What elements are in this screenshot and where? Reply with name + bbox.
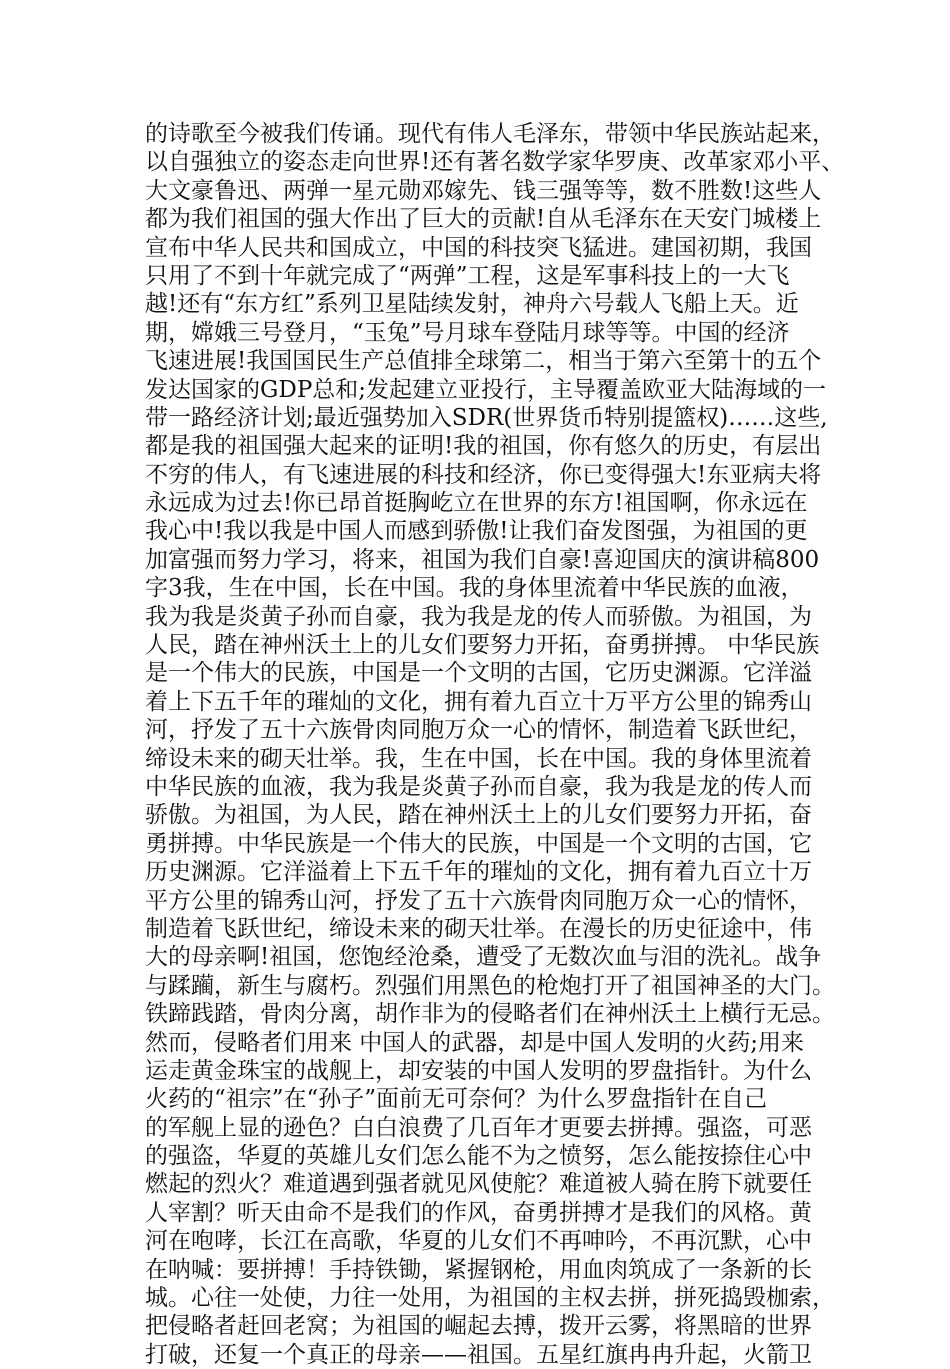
text-line: 只用了不到十年就完成了“两弹”工程，这是军事科技上的一大飞 — [145, 262, 790, 289]
body-text — [145, 120, 845, 1369]
text-line: 河，抒发了五十六族骨肉同胞万众一心的情怀，制造着飞跃世纪， — [145, 717, 812, 744]
text-line: 我心中!我以我是中国人而感到骄傲!让我们奋发图强，为祖国的更 — [145, 518, 808, 545]
text-line: 然而，侵略者们用来 中国人的武器，却是中国人发明的火药;用来 — [145, 1029, 805, 1056]
text-line: 把侵略者赶回老窝；为祖国的崛起去搏，拨开云雾，将黑暗的世界 — [145, 1313, 812, 1340]
text-line: 历史渊源。它洋溢着上下五千年的璀灿的文化，拥有着九百立十万 — [145, 859, 812, 886]
text-line: 是一个伟大的民族，中国是一个文明的古国，它历史渊源。它洋溢 — [145, 660, 812, 687]
text-line: 不穷的伟人，有飞速进展的科技和经济，你已变得强大!东亚病夫将 — [145, 461, 822, 488]
text-line: 铁蹄践踏，骨肉分离，胡作非为的侵略者们在神州沃土上横行无忌。 — [145, 1001, 835, 1028]
text-line: 中华民族的血液，我为我是炎黄子孙而自豪，我为我是龙的传人而 — [145, 773, 812, 800]
text-line: 平方公里的锦秀山河，抒发了五十六族骨肉同胞万众一心的情怀， — [145, 887, 812, 914]
text-line: 以自强独立的姿态走向世界!还有著名数学家华罗庚、改革家邓小平、 — [145, 149, 845, 176]
text-line: 与蹂躏，新生与腐朽。烈强们用黑色的枪炮打开了祖国神圣的大门。 — [145, 972, 835, 999]
text-line: 大文豪鲁迅、两弹一星元勋邓嫁先、钱三强等等，数不胜数!这些人 — [145, 177, 822, 204]
text-line: 人民，踏在神州沃土上的儿女们要努力开拓，奋勇拼搏。 中华民族 — [145, 632, 820, 659]
text-line: 勇拼搏。中华民族是一个伟大的民族，中国是一个文明的古国，它 — [145, 830, 812, 857]
text-line: 加富强而努力学习，将来，祖国为我们自豪!喜迎国庆的演讲稿800 — [145, 546, 820, 573]
text-line: 的军舰上显的逊色？白白浪费了几百年才更要去拼搏。强盗，可恶 — [145, 1114, 812, 1141]
text-line: 缔设未来的砌天壮举。我，生在中国，长在中国。我的身体里流着 — [145, 745, 812, 772]
text-line: 都为我们祖国的强大作出了巨大的贡献!自从毛泽东在天安门城楼上 — [145, 206, 822, 233]
text-line: 制造着飞跃世纪，缔设未来的砌天壮举。在漫长的历史征途中，伟 — [145, 915, 812, 942]
text-line: 我为我是炎黄子孙而自豪，我为我是龙的传人而骄傲。为祖国，为 — [145, 603, 812, 630]
text-line: 人宰割？听天由命不是我们的作风，奋勇拼搏才是我们的风格。黄 — [145, 1199, 812, 1226]
text-line: 宣布中华人民共和国成立，中国的科技突飞猛进。建国初期，我国 — [145, 234, 812, 261]
text-line: 期，嫦娥三号登月，“玉兔”号月球车登陆月球等等。中国的经济 — [145, 319, 790, 346]
text-line: 永远成为过去!你已昂首挺胸屹立在世界的东方!祖国啊，你永远在 — [145, 490, 808, 517]
text-line: 越!还有“东方红”系列卫星陆续发射，神舟六号载人飞船上天。近 — [145, 291, 799, 318]
text-line: 火药的“祖宗”在“孙子”面前无可奈何？为什么罗盘指针在自己 — [145, 1086, 768, 1113]
text-line: 发达国家的GDP总和;发起建立亚投行，主导覆盖欧亚大陆海域的一 — [145, 376, 827, 403]
text-line: 运走黄金珠宝的战舰上，却安装的中国人发明的罗盘指针。为什么 — [145, 1057, 812, 1084]
text-line: 着上下五千年的璀灿的文化，拥有着九百立十万平方公里的锦秀山 — [145, 688, 812, 715]
text-line: 打破，还复一个真正的母亲——祖国。五星红旗冉冉升起，火箭卫 — [145, 1341, 812, 1368]
text-line: 字3我，生在中国，长在中国。我的身体里流着中华民族的血液， — [145, 575, 804, 602]
text-line: 的诗歌至今被我们传诵。现代有伟人毛泽东，带领中华民族站起来， — [145, 121, 835, 147]
text-line: 骄傲。为祖国，为人民，踏在神州沃土上的儿女们要努力开拓，奋 — [145, 802, 812, 829]
text-line: 大的母亲啊!祖国，您饱经沧桑，遭受了无数次血与泪的洗礼。战争 — [145, 944, 822, 971]
text-line: 燃起的烈火？难道遇到强者就见风使舵？难道被人骑在胯下就要任 — [145, 1171, 812, 1198]
text-line: 城。心往一处使，力往一处用，为祖国的主权去拼，拼死捣毁枷索， — [145, 1285, 835, 1312]
text-line: 带一路经济计划;最近强势加入SDR(世界货币特别提篮权)……这些, — [145, 404, 828, 431]
text-line: 的强盗，华夏的英雄儿女们怎么能不为之愤努，怎么能按捺住心中 — [145, 1143, 812, 1170]
text-line: 飞速进展!我国国民生产总值排全球第二，相当于第六至第十的五个 — [145, 348, 822, 375]
text-line: 在呐喊：要拼搏！手持铁锄，紧握钢枪，用血肉筑成了一条新的长 — [145, 1256, 812, 1283]
text-line: 都是我的祖国强大起来的证明!我的祖国，你有悠久的历史，有层出 — [145, 433, 822, 460]
text-line: 河在咆哮，长江在高歌，华夏的儿女们不再呻吟，不再沉默，心中 — [145, 1228, 812, 1255]
